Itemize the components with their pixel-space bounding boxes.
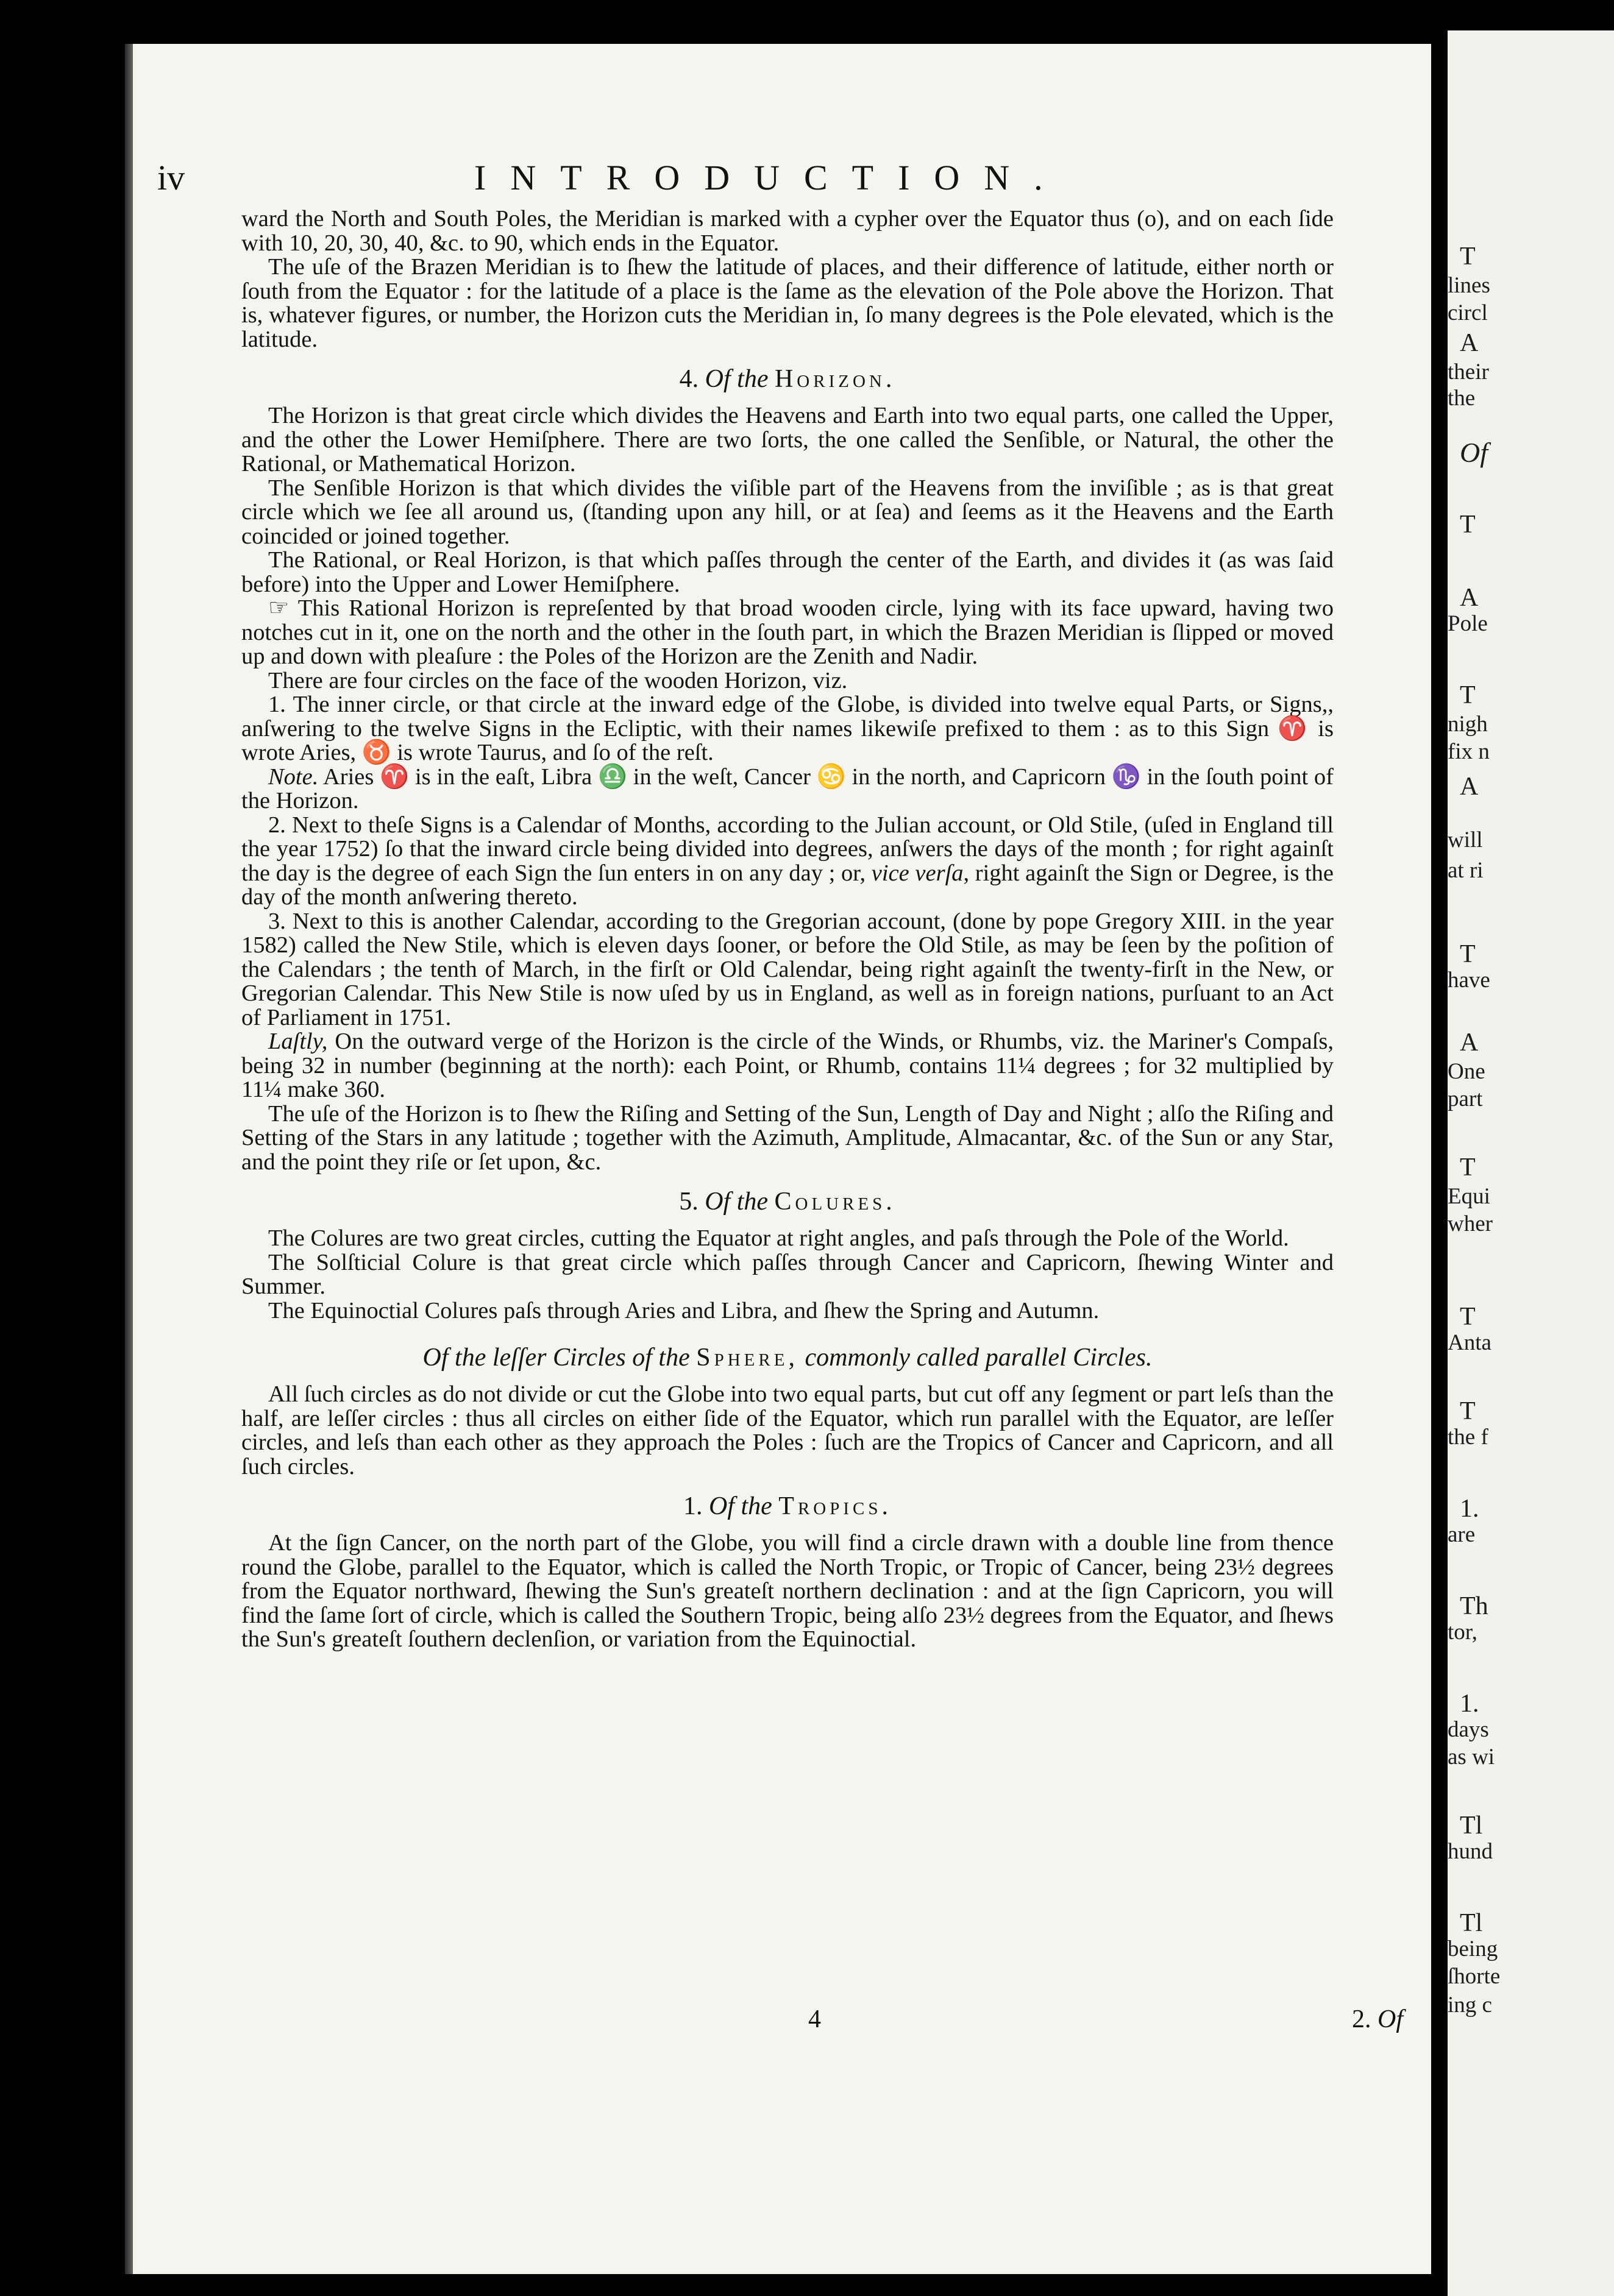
facing-page-fragment: ing c <box>1448 1993 1492 2018</box>
catchword: 2. Of <box>1352 2005 1403 2033</box>
facing-page-fragment: T <box>1460 1303 1476 1331</box>
facing-page-fragment: A <box>1460 773 1479 801</box>
paragraph: The Horizon is that great circle which divides the Heavens and Earth into two equal parts, one called the Upper, and the other the Lower Hemiſphere. There are two ſorts, the one called the Senſible, or Natural, the other the Rational, or Mathematical Horizon. <box>241 403 1334 477</box>
paragraph: The uſe of the Brazen Meridian is to ſhew the latitude of places, and their difference of latitude, either north or ſouth from the Equator : for the latitude of a place is the ſame as the elevation of the Pole above the Horizon. That is, whatever figures, or number, the Horizon cuts the Meridian in, ſo many degrees is the Pole elevated, which is the latitude. <box>241 254 1334 352</box>
section-heading-lesser-circles: Of the leſſer Circles of the Sphere, commonly called parallel Circles. <box>422 1344 1153 1372</box>
facing-page-fragment: T <box>1460 511 1476 539</box>
facing-page-fragment: ſhorte <box>1448 1964 1501 1989</box>
signature-mark: 4 <box>808 2005 821 2033</box>
paragraph: ward the North and South Poles, the Meridian is marked with a cypher over the Equator thus (o), and on each ſide with 10, 20, 30, 40, &c. to 90, which ends in the Equator. <box>241 206 1334 256</box>
facing-page-fragment: Tl <box>1460 1812 1483 1840</box>
facing-page-fragment: Th <box>1460 1592 1488 1620</box>
facing-page-fragment: will <box>1448 827 1483 852</box>
facing-page-fragment: days <box>1448 1717 1489 1742</box>
facing-page-fragment: the <box>1448 386 1476 411</box>
section-heading-tropics: 1. Of the Tropics. <box>683 1492 892 1520</box>
paragraph: 2. Next to theſe Signs is a Calendar of Months, according to the Julian account, or Old Stile, (uſed in England till the year 1752) ſo that the inward circle being divided into degrees, anſwers the days of the month ; for right againſt the day is the degree of each Sign the ſun enters in on any day ; or, vice verſa, right againſt the Sign or Degree, is the day of the month anſwering thereto. <box>241 812 1334 910</box>
facing-page-fragment: fix n <box>1448 739 1490 764</box>
paragraph: The Rational, or Real Horizon, is that which paſſes through the center of the Earth, and divides it (as was ſaid before) into the Upper and Lower Hemiſphere. <box>241 547 1334 597</box>
facing-page-fragment: Of <box>1460 437 1488 468</box>
paragraph: The Senſible Horizon is that which divides the viſible part of the Heavens from the inviſible ; as is that great circle which we ſee all around us, (ſtanding upon any hill, or at ſea) and ſeems as it the Heavens and the Earth coincided or joined together. <box>241 475 1334 549</box>
facing-page-fragment: 1. <box>1460 1495 1479 1523</box>
facing-page-edge <box>1448 30 1614 2296</box>
facing-page-fragment: Anta <box>1448 1330 1491 1355</box>
facing-page-fragment: wher <box>1448 1211 1493 1236</box>
paragraph: Laſtly, On the outward verge of the Horizon is the circle of the Winds, or Rhumbs, viz. the Mariner's Compaſs, being 32 in number (beginning at the north): each Point, or Rhumb, contains 11¼ degrees ; for 32 multiplied by 11¼ make 360. <box>241 1029 1334 1102</box>
facing-page-fragment: One <box>1448 1059 1485 1084</box>
facing-page-fragment: Tl <box>1460 1909 1483 1937</box>
facing-page-fragment: circl <box>1448 300 1488 325</box>
facing-page-fragment: T <box>1460 1397 1476 1425</box>
facing-page-fragment: have <box>1448 968 1490 993</box>
facing-page-fragment: the f <box>1448 1425 1488 1450</box>
facing-page-fragment: nigh <box>1448 712 1488 737</box>
paragraph: The uſe of the Horizon is to ſhew the Riſing and Setting of the Sun, Length of Day and Night ; alſo the Riſing and Setting of the Stars in any latitude ; together with the Azimuth, Amplitude, Almacantar, &c. of the Sun or any Star, and the point they riſe or ſet upon, &c. <box>241 1100 1334 1175</box>
facing-page-fragment: their <box>1448 360 1489 384</box>
facing-page-fragment: A <box>1460 329 1479 357</box>
facing-page-fragment: lines <box>1448 273 1490 298</box>
section-heading-horizon: 4. Of the Horizon. <box>679 365 896 393</box>
paragraph: 1. The inner circle, or that circle at the inward edge of the Globe, is divided into twelve equal Parts, or Signs,, anſwering to the twelve Signs in the Ecliptic, with their names likewiſe prefixed to them : as to this Sign ♈ is wrote Aries, ♉ is wrote Taurus, and ſo of the reſt. <box>241 692 1334 765</box>
facing-page-fragment: T <box>1460 681 1476 709</box>
paragraph: The Solſticial Colure is that great circle which paſſes through Cancer and Capricorn, ſhewing Winter and Summer. <box>241 1249 1334 1299</box>
paragraph: All ſuch circles as do not divide or cut the Globe into two equal parts, but cut off any ſegment or part leſs than the half, are leſſer circles : thus all circles on either ſide of the Equator, which run parallel with the Equator, are leſſer circles, and leſs than each other as they approach the Poles : ſuch are the Tropics of Cancer and Capricorn, and all ſuch circles. <box>241 1381 1334 1479</box>
facing-page-fragment: Equi <box>1448 1184 1490 1209</box>
facing-page-fragment: being <box>1448 1936 1498 1961</box>
note-paragraph: Note. Aries ♈ is in the eaſt, Libra ♎ in the weſt, Cancer ♋ in the north, and Capricorn ♑ in the ſouth point of the Horizon. <box>241 764 1334 813</box>
text-column <box>241 207 1334 1652</box>
section-heading-colures: 5. Of the Colures. <box>679 1188 896 1216</box>
facing-page-fragment: are <box>1448 1522 1476 1547</box>
paragraph: At the ſign Cancer, on the north part of the Globe, you will find a circle drawn with a double line from thence round the Globe, parallel to the Equator, which is called the North Tropic, or Tropic of Cancer, being 23½ degrees from the Equator northward, ſhewing the Sun's greateſt northern declination : and at the ſign Capricorn, you will find the ſame ſort of circle, which is called the Southern Tropic, being alſo 23½ degrees from the Equator, and ſhews the Sun's greateſt ſouthern declenſion, or variation from the Equinoctial. <box>241 1530 1334 1652</box>
paragraph: There are four circles on the face of the wooden Horizon, viz. <box>268 667 848 693</box>
facing-page-fragment: A <box>1460 584 1479 612</box>
facing-page-fragment: 1. <box>1460 1690 1479 1718</box>
facing-page-fragment: part <box>1448 1086 1483 1111</box>
running-title: INTRODUCTION. <box>474 158 1067 197</box>
facing-page-fragment: at ri <box>1448 858 1484 883</box>
book-page <box>133 44 1431 2274</box>
paragraph: 3. Next to this is another Calendar, according to the Gregorian account, (done by pope Gregory XIII. in the year 1582) called the New Stile, which is eleven days ſooner, or before the Old Stile, as may be ſeen by the poſition of the Calendars ; the tenth of March, in the firſt or Old Calendar, being right againſt the twenty-firſt in the New, or Gregorian Calendar. This New Stile is now uſed by us in England, as well as in foreign nations, purſuant to an Act of Parliament in 1751. <box>241 908 1334 1030</box>
paragraph: ☞ This Rational Horizon is repreſented by that broad wooden circle, lying with its face upward, having two notches cut in it, one on the north and the other in the ſouth part, in which the Brazen Meridian is ſlipped or moved up and down with pleaſure : the Poles of the Horizon are the Zenith and Nadir. <box>241 595 1334 669</box>
facing-page-fragment: Pole <box>1448 611 1488 636</box>
facing-page-fragment: A <box>1460 1029 1479 1057</box>
facing-page-fragment: hund <box>1448 1839 1493 1864</box>
facing-page-fragment: T <box>1460 243 1476 271</box>
facing-page-fragment: tor, <box>1448 1620 1477 1645</box>
facing-page-fragment: T <box>1460 1153 1476 1182</box>
facing-page-fragment: T <box>1460 940 1476 968</box>
facing-page-fragment: as wi <box>1448 1745 1495 1770</box>
paragraph: The Equinoctial Colures paſs through Aries and Libra, and ſhew the Spring and Autumn. <box>268 1297 1100 1323</box>
page-number: iv <box>157 158 185 197</box>
paragraph: The Colures are two great circles, cutting the Equator at right angles, and paſs through the Pole of the World. <box>268 1225 1289 1251</box>
